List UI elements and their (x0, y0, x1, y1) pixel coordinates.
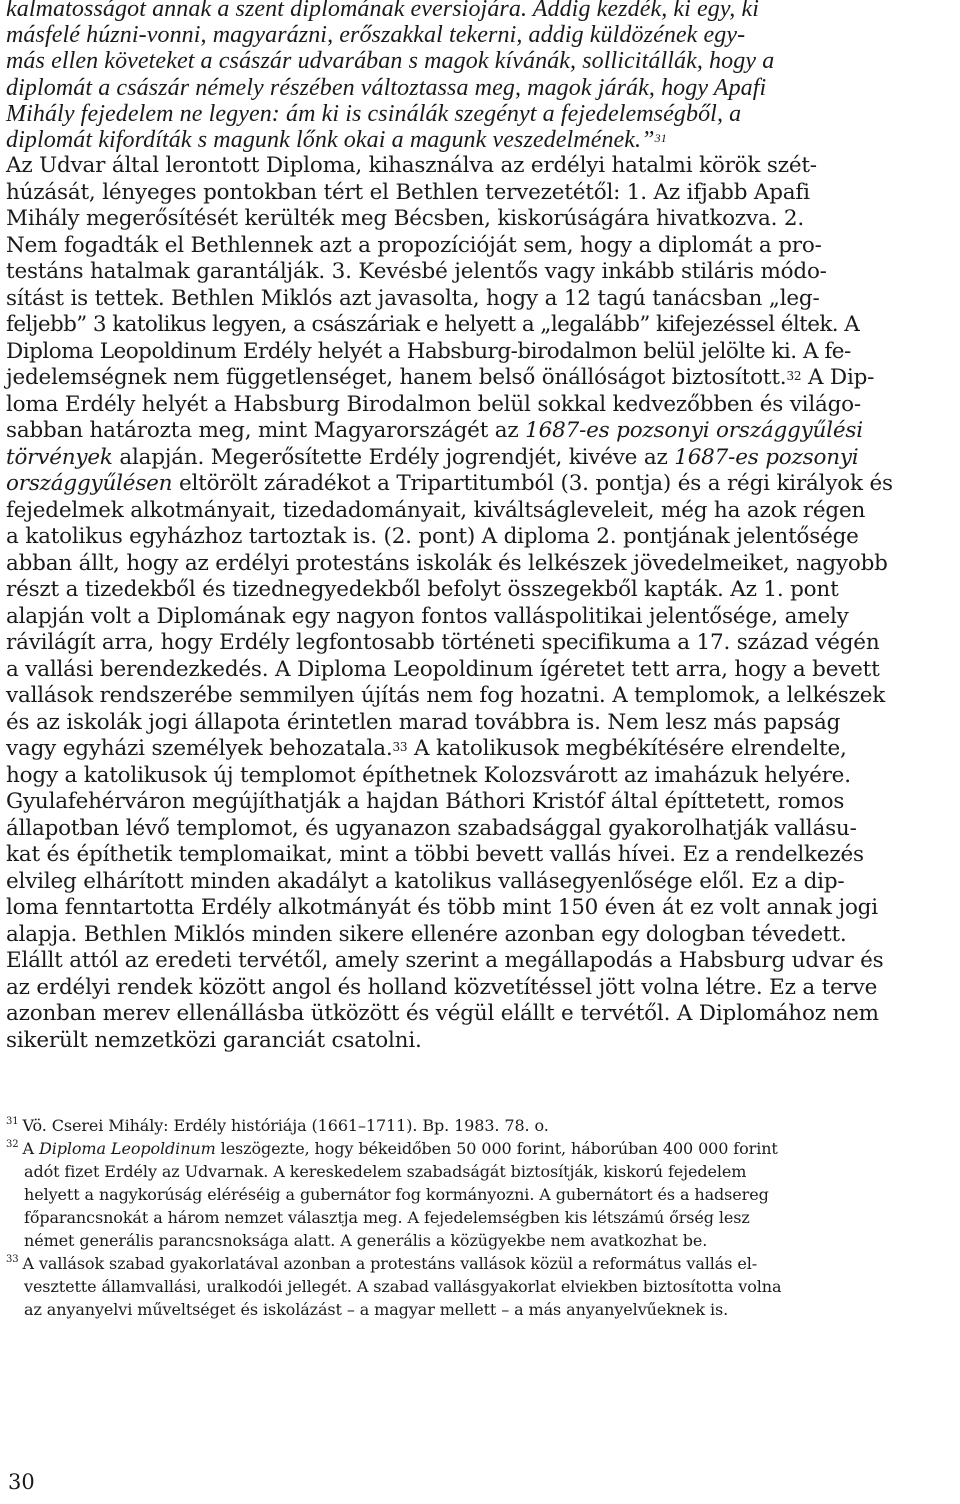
body-text: sabban határozta meg, mint Magyarországét az (6, 418, 526, 443)
footnote-line: vesztette államvallási, uralkodói jellegét. A szabad vallásgyakorlat elviekben biztosította volna (24, 1277, 782, 1296)
body-text: eltörölt záradékot a Tripartitumból (3. pontja) és a régi királyok és (172, 471, 893, 496)
body-line: azonban merev ellenállásba ütközött és végül elállt e tervétől. A Diplomához nem (6, 1001, 879, 1026)
body-line: Diploma Leopoldinum Erdély helyét a Habsburg-birodalmon belül jelölte ki. A fe- (6, 339, 851, 364)
quote-line: Mihály fejedelem ne legyen: ám ki is csinálák szegényt a fejedelemségből, a (6, 101, 742, 127)
body-line: Gyulafehérváron megújíthatják a hajdan Báthori Kristóf által építtetett, romos (6, 789, 845, 814)
body-line (6, 736, 847, 762)
body-text: A katolikusok megbékítésére elrendelte, (407, 736, 847, 761)
body-text: alapján. Megerősítette Erdély jogrendjét, kivéve az (112, 445, 675, 470)
body-line: alapján volt a Diplomának egy nagyon fontos valláspolitikai jelentősége, amely (6, 604, 849, 629)
body-text: vagy egyházi személyek behozatala. (6, 736, 393, 761)
italic-term: törvények (6, 445, 113, 470)
body-line: hogy a katolikusok új templomot építhetnek Kolozsvárott az imaházuk helyére. (6, 763, 851, 788)
body-line: Nem fogadták el Bethlennek azt a propozícióját sem, hogy a diplomát a pro- (6, 233, 822, 258)
footnote-text: leszögezte, hogy békeidőben 50 000 forint, háborúban 400 000 forint (215, 1139, 778, 1158)
body-text: A Dip- (801, 365, 875, 390)
body-line: állapotban lévő templomot, és ugyanazon szabadsággal gyakorolhatják vallásu- (6, 816, 857, 841)
body-line: kat és építhetik templomaikat, mint a többi bevett vallás hívei. Ez a rendelkezés (6, 842, 864, 867)
body-line: Mihály megerősítését kerülték meg Bécsben, kiskorúságára hivatkozva. 2. (6, 206, 804, 231)
body-line: alapja. Bethlen Miklós minden sikere ellenére azonban egy dologban tévedett. (6, 922, 847, 947)
body-line: és az iskolák jogi állapota érintetlen marad továbbra is. Nem lesz más papság (6, 710, 841, 735)
body-line: testáns hatalmak garantálják. 3. Kevésbé jelentős vagy inkább stiláris módo- (6, 259, 827, 284)
quote-line-text: diplomát kifordíták s magunk lőnk okai a magunk veszedelmének.” (6, 127, 655, 153)
body-line: loma Erdély helyét a Habsburg Birodalmon belül sokkal kedvezőbben és világo- (6, 392, 861, 417)
quote-line: más ellen követeket a császár udvarában s magok kívánák, sollicitállák, hogy a (6, 48, 775, 74)
footnote-marker: 33 (6, 1254, 19, 1265)
quote-line: kalmatosságot annak a szent diplomának eversiojára. Addig kezdék, ki egy, ki (6, 0, 760, 22)
quote-line: másfelé húzni-vonni, magyarázni, erőszakkal tekerni, addig küldözének egy- (6, 22, 746, 48)
body-line: részt a tizedekből és tizednegyedekből befolyt összegekből kapták. Az 1. pont (6, 577, 839, 602)
body-line (6, 445, 858, 471)
footnote-text: A (22, 1139, 39, 1158)
body-line (6, 365, 874, 391)
body-line: loma fenntartotta Erdély alkotmányát és több mint 150 éven át ez volt annak jogi (6, 895, 878, 920)
body-line: feljebb” 3 katolikus legyen, a császáriak e helyett a „legalább” kifejezéssel éltek. A (6, 312, 860, 337)
italic-term: 1687-es pozsonyi (674, 445, 859, 470)
body-line: az erdélyi rendek között angol és holland közvetítéssel jött volna létre. Ez a terve (6, 975, 878, 1000)
page-number: 30 (8, 1470, 35, 1494)
body-text: jedelemségnek nem függetlenséget, hanem belső önállóságot biztosított. (6, 365, 787, 390)
footnote-31 (6, 1116, 549, 1136)
body-line: húzását, lényeges pontokban tért el Bethlen tervezetétől: 1. Az ifjabb Apafi (6, 180, 810, 205)
body-line: rávilágít arra, hogy Erdély legfontosabb történeti specifikuma a 17. század végén (6, 630, 880, 655)
body-line: elvileg elhárított minden akadályt a katolikus vallásegyenlősége elől. Ez a dip- (6, 869, 845, 894)
footnote-line: helyett a nagykorúság eléréséig a gubernátor fog kormányozni. A gubernátort és a hadsereg (24, 1185, 769, 1204)
footnote-marker: 31 (6, 1116, 19, 1127)
footnote-32 (6, 1139, 778, 1159)
footnote-marker: 32 (6, 1139, 19, 1150)
footnote-line: német generális parancsnoksága alatt. A generális a közügyekbe nem avatkozhat be. (24, 1231, 708, 1250)
body-line (6, 471, 893, 497)
italic-term: országgyűlésen (6, 471, 173, 496)
body-line: abban állt, hogy az erdélyi protestáns iskolák és lelkészek jövedelmeiket, nagyobb (6, 551, 888, 576)
footnote-ref-32: 32 (786, 369, 802, 383)
footnote-33 (6, 1254, 757, 1274)
body-line: Az Udvar által lerontott Diploma, kihasználva az erdélyi hatalmi körök szét- (6, 153, 817, 178)
footnote-line: adót fizet Erdély az Udvarnak. A kereskedelem szabadságát biztosítják, kiskorú fejedelem (24, 1162, 747, 1181)
body-line: Elállt attól az eredeti tervétől, amely szerint a megállapodás a Habsburg udvar és (6, 948, 884, 973)
body-line: sikerült nemzetközi garanciát csatolni. (6, 1028, 422, 1053)
body-line: a vallási berendezkedés. A Diploma Leopoldinum ígéretet tett arra, hogy a bevett (6, 657, 880, 682)
body-line: fejedelmek alkotmányait, tizedadományait, kiváltságleveleit, még ha azok régen (6, 498, 866, 523)
body-line: a katolikus egyházhoz tartoztak is. (2. pont) A diploma 2. pontjának jelentősége (6, 524, 859, 549)
body-line: vallások rendszerébe semmilyen újítás nem fog hozatni. A templomok, a lelkészek (6, 683, 886, 708)
footnote-line: főparancsnokát a három nemzet választja meg. A fejedelemségben kis létszámú őrség lesz (24, 1208, 750, 1227)
quote-line (6, 127, 667, 153)
body-line (6, 418, 863, 444)
footnote-text: Vö. Cserei Mihály: Erdély históriája (1661–1711). Bp. 1983. 78. o. (22, 1116, 549, 1135)
quote-line: diplomát a császár némely részében változtassa meg, magok járák, hogy Apafi (6, 75, 767, 101)
footnote-ref-31: 31 (654, 131, 667, 145)
footnote-line: az anyanyelvi műveltséget és iskolázást – a magyar mellett – a más anyanyelvűeknek is. (24, 1300, 729, 1319)
footnote-text: A vallások szabad gyakorlatával azonban a protestáns vallások közül a református vallás el- (22, 1254, 758, 1273)
footnote-ref-33: 33 (392, 740, 408, 754)
body-line: sítást is tettek. Bethlen Miklós azt javasolta, hogy a 12 tagú tanácsban „leg- (6, 286, 820, 311)
italic-term: Diploma Leopoldinum (38, 1139, 216, 1158)
italic-term: 1687-es pozsonyi országgyűlési (525, 418, 863, 443)
